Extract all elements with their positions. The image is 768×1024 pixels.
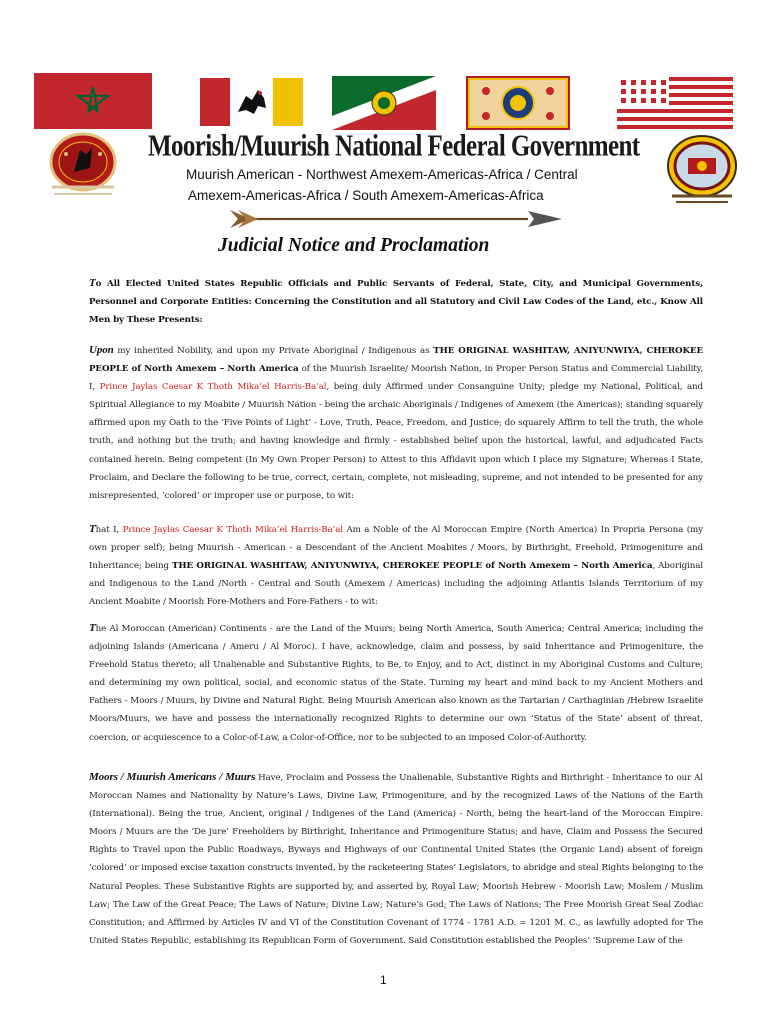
page-number: 1: [380, 973, 387, 987]
document-title: Judicial Notice and Proclamation: [218, 235, 490, 256]
paragraph-2-text-1: my inherited Nobility, and upon my Private Aboriginal / Indigenous as: [113, 346, 434, 356]
griffin-flag: [200, 78, 303, 126]
paragraph-2-name: Prince Jaylas Caesar K Thoth Mika’el Harris-Ba’al: [99, 382, 327, 393]
morocco-flag: [34, 73, 152, 129]
paragraph-5: [89, 768, 703, 950]
subtitle-line-2: Amexem-Americas-Africa / South Amexem-Americas-Africa: [188, 188, 544, 203]
paragraph-3-name: Prince Jaylas Caesar K Thoth Mika’el Harris-Ba’al: [122, 525, 343, 535]
paragraph-2-bold-1: THE ORIGINAL WASHITAW, ANIYUNWIYA, CHEROKEE PEOPLE: [89, 346, 704, 375]
paragraph-3: [89, 520, 703, 611]
paragraph-2-text-3: of the Muurish Israelite/ Moorish Nation, in Proper Person Status and Commercial Liability, I,: [89, 364, 703, 393]
subtitle-line-1: Muurish American - Northwest Amexem-Americas-Africa / Central: [186, 167, 578, 182]
paragraph-2-lead: Upon: [89, 344, 114, 356]
paragraph-1-body: o All Elected United States Republic Officials and Public Servants of Federal, State, City, and Municipal Governments, Personnel and Corporate Entities: Concerning the Constitution and all Statutory and Civil Law Codes of the Land, etc., Know All Men by These Presents:: [89, 279, 703, 326]
paragraph-1: [89, 274, 703, 329]
paragraph-1-lead: T: [89, 277, 96, 289]
paragraph-3-text-1: hat I,: [95, 525, 123, 535]
paragraph-4-body: he Al Moroccan (American) Continents - are the Land of the Muurs; being North America, South America; Central America; including the adjoining Islands (Americana / Ameru / Al Moroc). I have, acknowledge, claim and possess, by said Inheritance and Primogeniture, the Freehold Status thereto; all Unalienable and Substantive Rights, to Be, to Enjoy, and to Act, distinct in my Aboriginal Customs and Culture; and determining my own political, social, and economic status of the State. Turning my heart and mind back to my Ancient Mothers and Fathers - Moors / Muurs, by Divine and Natural Right. Being Muurish American also known as the Tartarian / Carthaginian /Hebrew Israelite Moors/Muurs, we have and possess the internationally recognized Rights to determine our own ‘Status of the State’ absent of threat, coercion, or acquiescence to a Color-of-Law, a Color-of-Office, nor to be subjected to an imposed Color-of-Authority.: [89, 624, 703, 743]
arrow-icon: [228, 206, 564, 232]
paragraph-5-body: Have, Proclaim and Possess the Unalienable, Substantive Rights and Birthright - Inheritance to our Al Moroccan Names and Nationality by Nature’s Laws, Divine Law, Primogeniture, and by the recognized Laws of the Nations of the Earth (International). Being the true, Ancient, original / Indigenes of the Land (America) - North, being the heart-land of the Moroccan Empire. Moors / Muurs are the ‘De jure’ Freeholders by Birthright, Inheritance and Primogeniture Status; and have, Claim and Possess the Secured Rights to Travel upon the Public Roadways, Byways and Highways of our Continental United States (the Organic Land) absent of foreign ‘colored’ or imposed excise taxation constructs invented, by the racketeering States’ Legislators, to abridge and steal Rights belonging to the Natural Peoples. These Substantive Rights are supported by, and asserted by, Royal Law; Moorish Hebrew - Moorish Law; Moslem / Muslim Law; The Law of the Great Peace; The Laws of Nature; Divine Law; Nature’s God; The Laws of Nations; The Free Moorish Great Seal Zodiac Constitution; and Affirmed by Articles IV and VI of the Constitution Covenant of 1774 - 1781 A.D. = 1201 M. C., as lawfully adopted for The United States Republic, establishing its Republican Form of Government. Said Constitution established the Peoples’ ‘Supreme Law of the: [89, 773, 703, 946]
national-seal-icon: [662, 132, 742, 206]
seal-flag: [466, 76, 570, 130]
paragraph-4: [89, 619, 703, 747]
paragraph-3-lead: T: [89, 523, 96, 535]
paragraph-2-bold-2: of North Amexem – North America: [131, 364, 299, 375]
paragraph-5-lead: Moors / Muurish Americans / Muurs: [89, 771, 256, 783]
green-white-red-flag: [332, 76, 436, 130]
org-name: Moorish/Muurish National Federal Government: [148, 130, 640, 163]
paragraph-3-bold-1: THE ORIGINAL WASHITAW, ANIYUNWIYA, CHEROKEE PEOPLE of North Amexem – North America: [172, 561, 653, 572]
paragraph-2: [89, 341, 703, 505]
stripes-flag: [617, 77, 733, 129]
paragraph-3-text-3: , Aboriginal and Indigenous to the Land /North - Central and South (Amexem / Americas) including the adjoining Atlantis Islands Territorium of my Ancient Moabite / Moorish Fore-Mothers and Fore-Fathers - to wit:: [89, 561, 704, 608]
paragraph-4-lead: T: [89, 622, 96, 634]
moorish-seal-icon: [46, 132, 120, 200]
paragraph-2-text-4: , being duly Affirmed under Consanguine Unity; pledge my National, Political, and Spiritual Allegiance to my Moabite / Muurish Nation - being the archaic Aboriginals / Indigenes of Amexem (the Americas); standing squarely affirmed upon my Oath to the ‘Five Points of Light’ - Love, Truth, Peace, Freedom, and Justice; do squarely Affirm to tell the truth, the whole truth, and nothing but the truth; and having knowledge and firmly - established belief upon the historical, lawful, and adjudicated Facts contained herein. Being competent (In My Own Proper Person) to Attest to this Affidavit upon which I place my Signature; Whereas I State, Proclaim, and Declare the following to be true, correct, certain, complete, not misleading, supreme, and not intended to be presented for any misrepresented, ‘colored’ or improper use or purpose, to wit:: [89, 382, 704, 501]
paragraph-3-text-2: Am a Noble of the Al Moroccan Empire (North America) In Propria Persona (my own proper self); being Muurish - American - a Descendant of the Ancient Moabites / Moors, by Birthright, Freehold, Primogeniture and Inheritance; being: [89, 525, 703, 572]
